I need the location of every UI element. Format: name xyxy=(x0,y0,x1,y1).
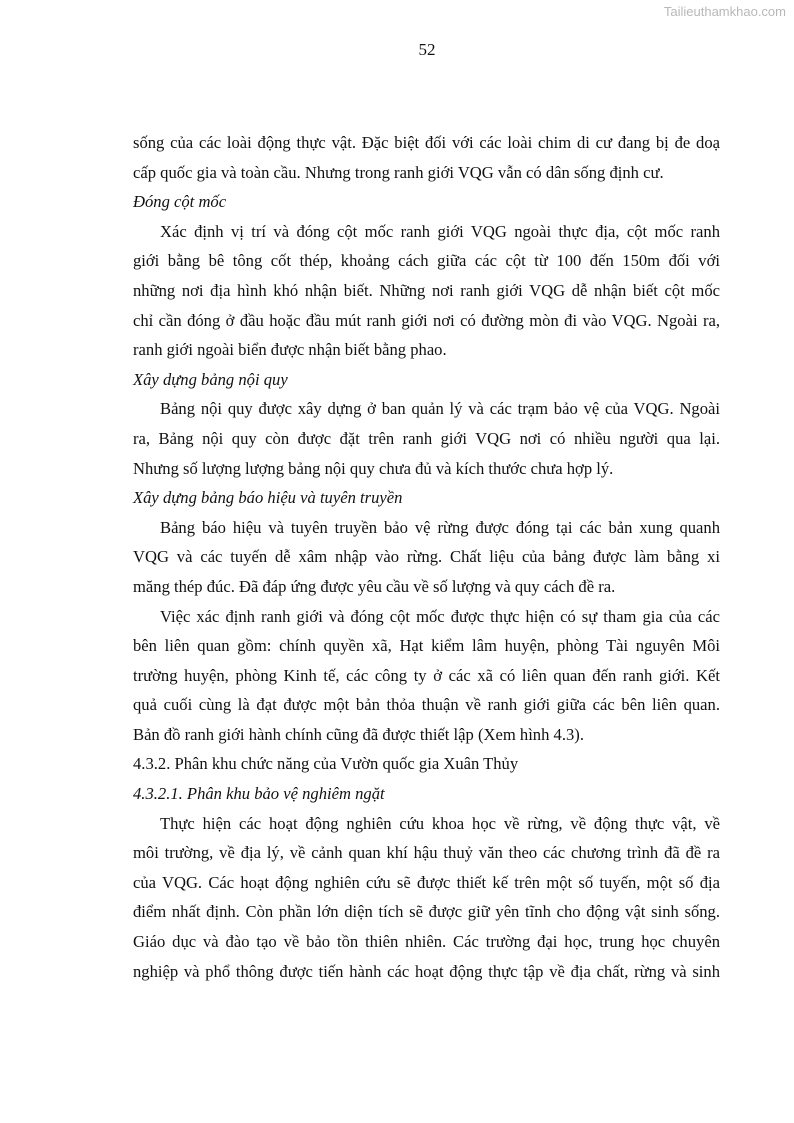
text-line: Thực hiện các hoạt động nghiên cứu khoa học về rừng, về động thực vật, về xyxy=(160,813,720,833)
text-line: giới bằng bê tông cốt thép, khoảng cách giữa các cột từ 100 đến 150m đối với xyxy=(133,251,720,271)
text-line: trường huyện, phòng Kinh tế, các công ty ở các xã có liên quan đến ranh giới. Kết xyxy=(133,665,720,685)
text-line: những nơi địa hình khó nhận biết. Những nơi ranh giới VQG dễ nhận biết cột mốc xyxy=(133,280,720,300)
text-line: bên liên quan gồm: chính quyền xã, Hạt kiểm lâm huyện, phòng Tài nguyên Môi xyxy=(133,636,720,656)
text-line: điểm nhất định. Còn phần lớn diện tích sẽ được giữ yên tĩnh cho động vật sinh sống. xyxy=(133,902,720,922)
section-heading: 4.3.2.1. Phân khu bảo vệ nghiêm ngặt xyxy=(133,784,385,804)
text-line: măng thép đúc. Đã đáp ứng được yêu cầu về số lượng và quy cách đề ra. xyxy=(133,576,616,596)
text-line: nghiệp và phổ thông được tiến hành các hoạt động thực tập về địa chất, rừng và sinh xyxy=(133,961,720,981)
text-line: Giáo dục và đào tạo về bảo tồn thiên nhiên. Các trường đại học, trung học chuyên xyxy=(133,932,720,952)
text-line: của VQG. Các hoạt động nghiên cứu sẽ được thiết kế trên một số tuyến, một số địa xyxy=(133,872,720,892)
text-line: cấp quốc gia và toàn cầu. Nhưng trong ranh giới VQG vẫn có dân sống định cư. xyxy=(133,162,664,182)
text-line: Xác định vị trí và đóng cột mốc ranh giới VQG ngoài thực địa, cột mốc ranh xyxy=(160,221,720,241)
text-line: Bảng nội quy được xây dựng ở ban quản lý và các trạm bảo vệ của VQG. Ngoài xyxy=(160,399,720,419)
text-line: chỉ cần đóng ở đầu hoặc đầu mút ranh giới nơi có đường mòn đi vào VQG. Ngoài ra, xyxy=(133,310,720,330)
text-line: Nhưng số lượng lượng bảng nội quy chưa đủ và kích thước chưa hợp lý. xyxy=(133,458,614,478)
document-body xyxy=(133,132,720,990)
section-heading: Đóng cột mốc xyxy=(133,192,227,212)
text-line: quả cuối cùng là đạt được một bản thỏa thuận về ranh giới giữa các bên liên quan. xyxy=(133,695,720,715)
text-line: Bảng báo hiệu và tuyên truyền bảo vệ rừng được đóng tại các bản xung quanh xyxy=(160,517,720,537)
text-line: sống của các loài động thực vật. Đặc biệt đối với các loài chim di cư đang bị đe doạ xyxy=(133,133,720,152)
text-line: 4.3.2. Phân khu chức năng của Vườn quốc gia Xuân Thủy xyxy=(133,754,519,774)
page-number: 52 xyxy=(418,40,436,59)
text-line: ranh giới ngoài biển được nhận biết bằng phao. xyxy=(133,340,447,360)
section-heading: Xây dựng bảng nội quy xyxy=(133,369,288,389)
text-line: VQG và các tuyến dễ xâm nhập vào rừng. Chất liệu của bảng được làm bằng xi xyxy=(133,547,720,567)
text-line: Bản đồ ranh giới hành chính cũng đã được thiết lập (Xem hình 4.3). xyxy=(133,724,584,744)
watermark: Tailieuthamkhao.com xyxy=(663,4,786,19)
text-line: Việc xác định ranh giới và đóng cột mốc được thực hiện có sự tham gia của các xyxy=(160,606,720,626)
section-heading: Xây dựng bảng báo hiệu và tuyên truyền xyxy=(133,488,403,508)
text-line: môi trường, về địa lý, về cảnh quan khí hậu thuỷ văn theo các chương trình đã đề ra xyxy=(133,843,720,863)
text-line: ra, Bảng nội quy còn được đặt trên ranh giới VQG nơi có nhiều người qua lại. xyxy=(133,428,720,448)
